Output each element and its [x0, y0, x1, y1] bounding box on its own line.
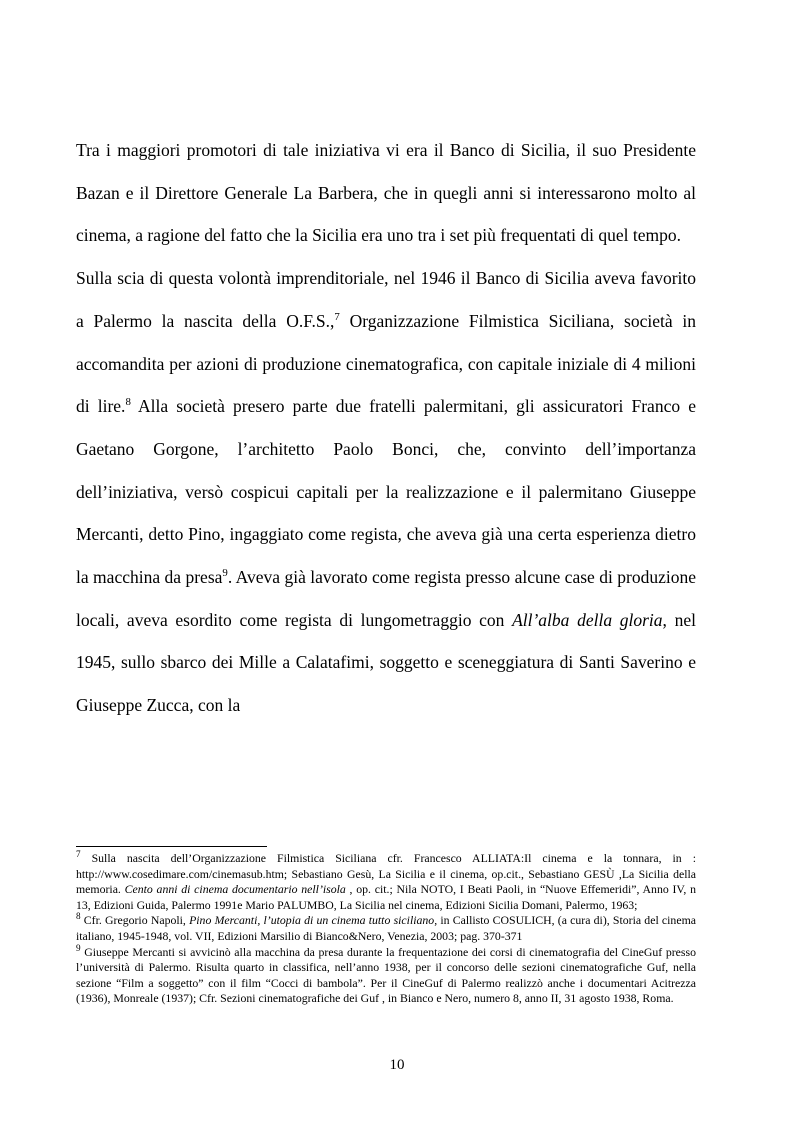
- footnote-7-text-a: Sulla nascita dell’Organizzazione Filmistica Siciliana cfr. Francesco ALLIATA:Il cinema e la tonnara, in : http://www.cosedimare.com/cinemasub.htm; Sebastiano Gesù, La Sicilia e il cinema, op.cit., Sebastiano GESÙ ,La Sicilia della memoria.: [76, 851, 696, 897]
- footnote-8: [76, 913, 696, 944]
- footnote-7-italic: Cento anni di cinema documentario nell’isola: [124, 882, 346, 897]
- film-title: All’alba della gloria: [512, 609, 663, 630]
- footnote-ref-8[interactable]: 8: [125, 396, 131, 409]
- footnote-9-text: Giuseppe Mercanti si avvicinò alla macchina da presa durante la frequentazione dei corsi di cinematografia del CineGuf presso l’università di Palermo. Risulta quarto in classifica, nell’anno 1938, per il concorso delle sezioni cinematografiche Guf, nella sezione “Film a soggetto” con il film “Cocci di bambola”. Per il CineGuf di Palermo realizzò anche i documentari Acitrezza (1936), Monreale (1937); Cfr. Sezioni cinematografiche dei Guf , in Bianco e Nero, numero 8, anno II, 31 agosto 1938, Roma.: [76, 944, 696, 1006]
- footnote-separator: [76, 846, 267, 847]
- footnote-8-text-b: , in Callisto COSULICH, (a cura di), Storia del cinema italiano, 1945-1948, vol. VII, Edizioni Marsilio di Bianco&Nero, Venezia, 2003; pag. 370-371: [76, 913, 696, 943]
- page-number: 10: [389, 1057, 405, 1073]
- paragraph-2-part-e: , nel 1945, sullo sbarco dei Mille a Calatafimi, soggetto e sceneggiatura di Santi Saverino e Giuseppe Zucca, con la: [76, 609, 696, 716]
- footnotes: [76, 851, 696, 1007]
- footnote-8-number: 8: [76, 911, 81, 922]
- paragraph-1: Tra i maggiori promotori di tale iniziativa vi era il Banco di Sicilia, il suo Presidente Bazan e il Direttore Generale La Barbera, che in quegli anni si interessarono molto al cinema, a ragione del fatto che la Sicilia era uno tra i set più frequentati di quel tempo.: [76, 140, 696, 246]
- body-text: [76, 129, 696, 727]
- paragraph-2-part-d: . Aveva già lavorato come regista presso alcune case di produzione locali, aveva esordito come regista di lungometraggio con: [76, 567, 696, 630]
- paragraph-2-part-c: Alla società presero parte due fratelli palermitani, gli assicuratori Franco e Gaetano Gorgone, l’architetto Paolo Bonci, che, convinto dell’importanza dell’iniziativa, versò cospicui capitali per la realizzazione e il palermitano Giuseppe Mercanti, detto Pino, ingaggiato come regista, che aveva già una certa esperienza dietro la macchina da presa: [76, 396, 696, 588]
- paragraph-2-part-a: Sulla scia di questa volontà imprenditoriale, nel 1946 il Banco di Sicilia aveva favorito a Palermo la nascita della O.F.S.,: [76, 268, 696, 331]
- footnote-ref-9[interactable]: 9: [222, 567, 228, 580]
- footnote-7-number: 7: [76, 849, 81, 860]
- footnote-9-number: 9: [76, 942, 81, 953]
- footnote-ref-7[interactable]: 7: [334, 310, 340, 323]
- footnote-7: [76, 851, 696, 913]
- footnote-9: [76, 942, 696, 1007]
- footnote-8-text-a: Cfr. Gregorio Napoli,: [80, 913, 190, 928]
- paragraph-2-part-b: Organizzazione Filmistica Siciliana, società in accomandita per azioni di produzione cinematografica, con capitale iniziale di 4 milioni di lire.: [76, 310, 696, 417]
- footnote-8-italic: Pino Mercanti, l’utopia di un cinema tutto siciliano: [189, 913, 435, 928]
- footnote-7-text-b: , op. cit.; Nila NOTO, I Beati Paoli, in “Nuove Effemeridi”, Anno IV, n 13, Edizioni Guida, Palermo 1991e Mario PALUMBO, La Sicilia nel cinema, Edizioni Sicilia Domani, Palermo, 1963;: [76, 882, 696, 912]
- paragraph-2: [76, 257, 696, 727]
